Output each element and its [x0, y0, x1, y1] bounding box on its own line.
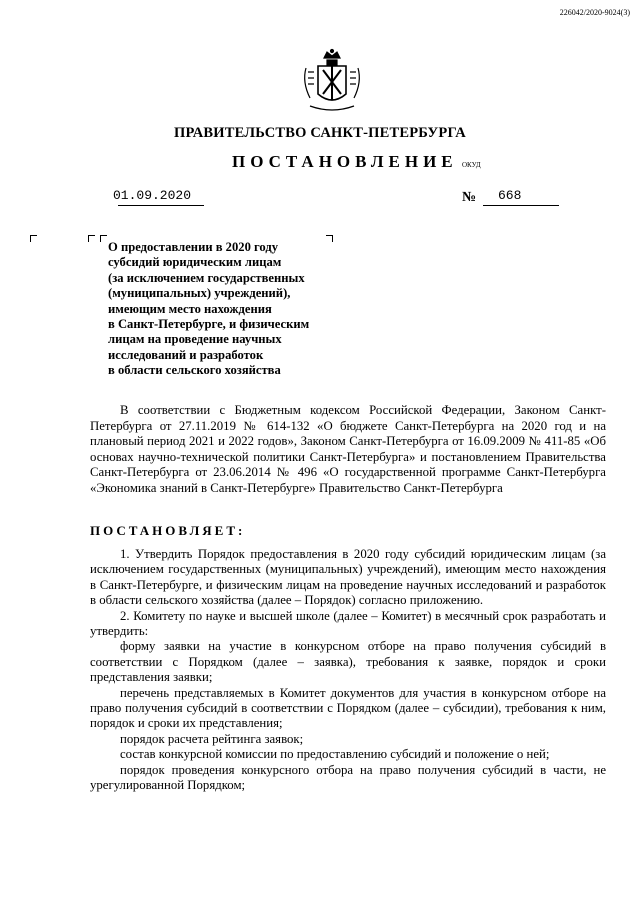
title-line: О предоставлении в 2020 году — [108, 240, 279, 254]
title-line: (за исключением государственных — [108, 270, 305, 285]
document-type: ПОСТАНОВЛЕНИЕ — [232, 152, 458, 171]
document-body — [90, 547, 606, 794]
corner-mark — [30, 235, 37, 242]
government-name: ПРАВИТЕЛЬСТВО САНКТ-ПЕТЕРБУРГА — [174, 125, 466, 141]
title-line: в Санкт-Петербурге, и физическим — [108, 317, 310, 332]
body-paragraph: порядок проведения конкурсного отбора на право получения субсидий в части, не урегулированной Порядком; — [90, 762, 606, 793]
corner-mark — [100, 235, 107, 242]
body-paragraph: форму заявки на участие в конкурсном отборе на право получения субсидий в соответствии с Порядком (далее – заявка), требования к заявке, порядок и сроки представления заявки; — [90, 639, 606, 685]
title-line: лицам на проведение научных — [108, 332, 282, 347]
body-paragraph: порядок расчета рейтинга заявок; — [120, 731, 304, 746]
document-registration-number: 226042/2020-9024(3) — [559, 8, 630, 17]
date-underline — [118, 205, 204, 206]
resolves-heading: ПОСТАНОВЛЯЕТ: — [90, 523, 246, 538]
title-line: субсидий юридическим лицам — [108, 255, 282, 270]
body-paragraph: состав конкурсной комиссии по предоставлению субсидий и положение о ней; — [120, 747, 550, 762]
number-underline — [483, 205, 559, 206]
document-title — [108, 240, 338, 379]
title-line: (муниципальных) учреждений), — [108, 286, 291, 301]
title-line: имеющим место нахождения — [108, 301, 272, 316]
coat-of-arms-emblem — [296, 48, 368, 120]
preamble-paragraph: В соответствии с Бюджетным кодексом Российской Федерации, Законом Санкт-Петербурга от 27.11.2019 № 614-132 «О бюджете Санкт-Петербурга на 2020 год и на плановый период 2021 и 2022 годов», Законом Санкт-Петербурга от 16.09.2009 № 411-85 «Об основах научно-технической политики Санкт-Петербурга» и постановлением Правительства Санкт-Петербурга от 23.06.2014 № 496 «О государственной программе Санкт-Петербурга «Экономика знаний в Санкт-Петербурге» Правительство Санкт-Петербурга — [90, 403, 606, 495]
corner-mark — [88, 235, 95, 242]
title-line: в области сельского хозяйства — [108, 363, 281, 378]
number-sign: № — [462, 190, 477, 205]
document-date: 01.09.2020 — [113, 188, 192, 203]
body-paragraph: 1. Утвердить Порядок предоставления в 2020 году субсидий юридическим лицам (за исключением государственных (муниципальных) учреждений), имеющим место нахождения в Санкт-Петербурге, и физическим лицам на проведение научных исследований и разработок в области сельского хозяйства (далее – Порядок) согласно приложению. — [90, 547, 606, 608]
document-number: 668 — [498, 188, 522, 203]
body-paragraph: 2. Комитету по науке и высшей школе (далее – Комитет) в месячный срок разработать и утвердить: — [90, 608, 606, 639]
body-paragraph: перечень представляемых в Комитет документов для участия в конкурсном отборе на право получения субсидий в соответствии с Порядком (далее – субсидии), требования к ним, порядок и сроки их представления; — [90, 685, 606, 731]
okud-label: ОКУД — [462, 161, 481, 169]
title-line: исследований и разработок — [108, 347, 264, 362]
